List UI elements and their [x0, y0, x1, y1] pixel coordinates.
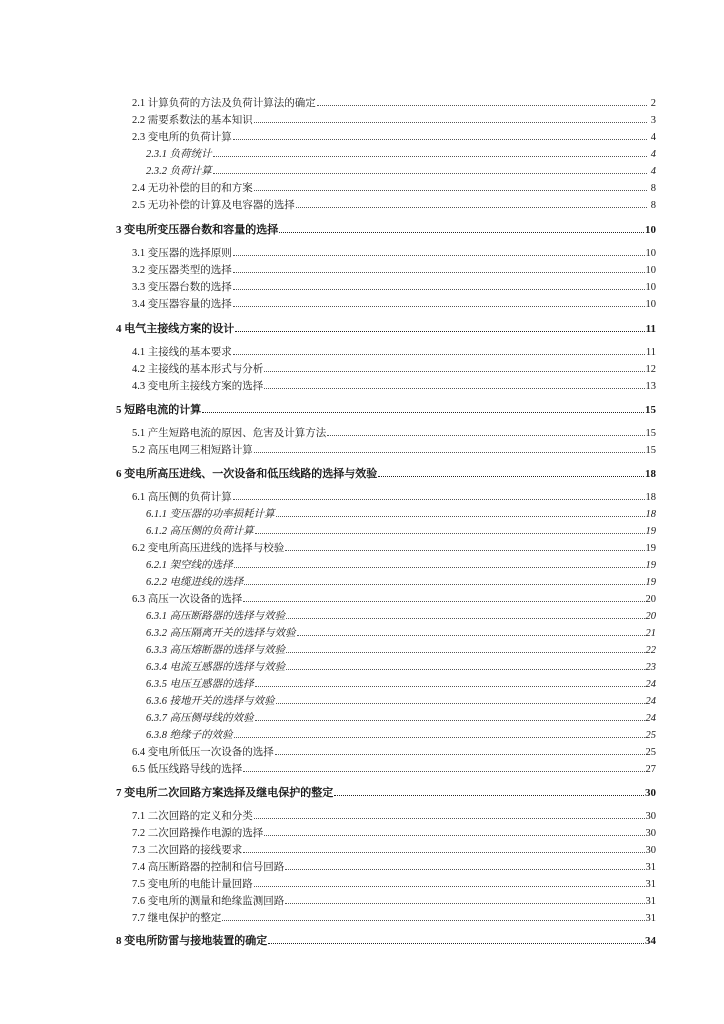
- toc-page-number: 24: [645, 679, 656, 690]
- toc-entry[interactable]: [132, 297, 656, 312]
- toc-page-number: 10: [645, 265, 656, 276]
- toc-entry-number: 6.1: [132, 492, 146, 503]
- toc-entry[interactable]: [146, 558, 656, 573]
- dot-leader: [213, 147, 647, 157]
- toc-entry-number: 6.3.2: [146, 628, 167, 639]
- toc-entry-text: 高压侧的负荷计算: [147, 492, 232, 503]
- toc-entry-title: [132, 247, 232, 261]
- toc-page-number: 23: [645, 662, 656, 673]
- toc-page-number: 11: [645, 323, 656, 335]
- dot-leader: [255, 524, 645, 534]
- toc-entry-text: 变电所的电能计量回路: [147, 879, 253, 890]
- dot-leader: [233, 297, 645, 307]
- toc-entry-title: [116, 934, 267, 948]
- dot-leader: [296, 198, 647, 208]
- toc-entry-number: 2.3: [132, 132, 146, 143]
- toc-entry-number: 6.2: [132, 543, 146, 554]
- toc-page-number: 15: [645, 404, 656, 416]
- toc-page-number: 8: [650, 200, 656, 211]
- toc-entry-title: [132, 861, 284, 875]
- dot-leader: [285, 541, 644, 551]
- toc-entry-text: 电缆进线的选择: [169, 577, 244, 588]
- toc-entry[interactable]: [146, 677, 656, 692]
- toc-entry-text: 变电所的负荷计算: [147, 132, 232, 143]
- toc-entry-title: [132, 363, 263, 377]
- toc-entry-number: 7.7: [132, 913, 146, 924]
- toc-entry[interactable]: [146, 164, 656, 179]
- toc-entry-number: 7.1: [132, 811, 146, 822]
- dot-leader: [264, 826, 644, 836]
- toc-entry-title: [146, 729, 233, 743]
- dot-leader: [254, 443, 645, 453]
- toc-entry[interactable]: [132, 826, 656, 841]
- toc-entry-number: 3.4: [132, 299, 146, 310]
- toc-entry-title: [146, 644, 285, 658]
- toc-entry-number: 4.1: [132, 347, 146, 358]
- toc-page-number: 10: [645, 299, 656, 310]
- toc-page-number: 11: [645, 347, 656, 358]
- toc-entry-text: 高压侧的负荷计算: [169, 526, 254, 537]
- toc-entry-title: [132, 346, 232, 360]
- toc-entry-title: [132, 444, 253, 458]
- toc-entry-text: 接地开关的选择与效验: [169, 696, 275, 707]
- dot-leader: [279, 223, 644, 233]
- toc-entry-number: 5: [116, 404, 122, 416]
- toc-entry-text: 架空线的选择: [169, 560, 233, 571]
- dot-leader: [233, 130, 647, 140]
- toc-entry-number: 2.3.1: [146, 149, 167, 160]
- toc-entry[interactable]: [132, 843, 656, 858]
- dot-leader: [202, 403, 644, 413]
- dot-leader: [235, 322, 644, 332]
- toc-entry-text: 计算负荷的方法及负荷计算法的确定: [147, 98, 316, 109]
- dot-leader: [222, 911, 644, 921]
- toc-entry-title: [132, 97, 316, 111]
- toc-page-number: 10: [645, 224, 656, 236]
- toc-entry[interactable]: [132, 911, 656, 926]
- toc-entry-title: [132, 542, 284, 556]
- toc-page-number: 12: [645, 364, 656, 375]
- toc-entry[interactable]: [146, 694, 656, 709]
- toc-page-number: 13: [645, 381, 656, 392]
- toc-entry[interactable]: [132, 745, 656, 760]
- toc-entry-text: 负荷统计: [169, 149, 212, 160]
- toc-entry-title: [146, 559, 233, 573]
- toc-entry-text: 低压线路导线的选择: [147, 764, 243, 775]
- toc-entry-title: [146, 695, 275, 709]
- toc-entry[interactable]: [116, 223, 656, 237]
- toc-entry-title: [132, 114, 253, 128]
- toc-entry-title: [146, 148, 212, 162]
- dot-leader: [233, 490, 645, 500]
- toc-entry-number: 4: [116, 323, 122, 335]
- toc-page-number: 24: [645, 696, 656, 707]
- dot-leader: [286, 609, 644, 619]
- toc-entry-title: [132, 844, 242, 858]
- toc-entry[interactable]: [146, 507, 656, 522]
- toc-entry[interactable]: [132, 592, 656, 607]
- dot-leader: [268, 934, 644, 944]
- toc-entry-number: 6.3.7: [146, 713, 167, 724]
- toc-entry[interactable]: [146, 524, 656, 539]
- toc-entry-number: 5.1: [132, 428, 146, 439]
- dot-leader: [285, 894, 644, 904]
- toc-entry-number: 6.3: [132, 594, 146, 605]
- toc-entry-number: 7: [116, 787, 122, 799]
- dot-leader: [275, 745, 645, 755]
- toc-entry[interactable]: [146, 609, 656, 624]
- toc-page-number: 31: [645, 862, 656, 873]
- toc-page-number: 2: [650, 98, 656, 109]
- toc-page-number: 19: [645, 577, 656, 588]
- toc-page-number: 31: [645, 879, 656, 890]
- toc-entry[interactable]: [132, 113, 656, 128]
- toc-entry-text: 继电保护的整定: [147, 913, 222, 924]
- dot-leader: [317, 96, 647, 106]
- dot-leader: [285, 860, 644, 870]
- toc-entry-title: [132, 182, 253, 196]
- toc-entry-text: 电压互感器的选择: [169, 679, 254, 690]
- toc-page-number: 4: [650, 132, 656, 143]
- toc-entry-number: 8: [116, 935, 122, 947]
- toc-entry-title: [132, 895, 284, 909]
- toc-entry-text: 产生短路电流的原因、危害及计算方法: [147, 428, 327, 439]
- toc-page-number: 34: [645, 935, 656, 947]
- dot-leader: [254, 809, 645, 819]
- toc-page-number: 30: [645, 845, 656, 856]
- toc-entry-text: 无功补偿的目的和方案: [147, 183, 253, 194]
- toc-entry-text: 高压电网三相短路计算: [147, 445, 253, 456]
- dot-leader: [254, 181, 647, 191]
- toc-entry-title: [116, 786, 333, 800]
- toc-entry-title: [132, 763, 242, 777]
- dot-leader: [286, 660, 644, 670]
- toc-entry-number: 6: [116, 468, 122, 480]
- toc-entry-text: 变电所防雷与接地装置的确定: [124, 935, 268, 947]
- toc-page-number: 25: [645, 747, 656, 758]
- toc-entry-title: [146, 678, 254, 692]
- toc-entry-text: 二次回路的定义和分类: [147, 811, 253, 822]
- dot-leader: [286, 643, 644, 653]
- toc-entry[interactable]: [116, 403, 656, 417]
- toc-entry-number: 2.2: [132, 115, 146, 126]
- toc-entry-title: [146, 508, 275, 522]
- toc-entry-number: 6.1.1: [146, 509, 167, 520]
- toc-page-number: 21: [645, 628, 656, 639]
- toc-page-number: 19: [645, 560, 656, 571]
- toc-page-number: 15: [645, 428, 656, 439]
- toc-entry-text: 高压断路器的选择与效验: [169, 611, 286, 622]
- toc-page-number: 22: [645, 645, 656, 656]
- dot-leader: [327, 426, 644, 436]
- toc-entry-number: 6.3.8: [146, 730, 167, 741]
- toc-entry-title: [132, 810, 253, 824]
- toc-entry-number: 6.1.2: [146, 526, 167, 537]
- toc-entry-number: 7.2: [132, 828, 146, 839]
- dot-leader: [233, 246, 645, 256]
- toc-page-number: 19: [645, 526, 656, 537]
- toc-page-number: 31: [645, 913, 656, 924]
- toc-entry-number: 3.2: [132, 265, 146, 276]
- toc-entry-text: 变电所主接线方案的选择: [147, 381, 264, 392]
- toc-entry-text: 变电所低压一次设备的选择: [147, 747, 274, 758]
- dot-leader: [233, 280, 645, 290]
- toc-page-number: 30: [645, 811, 656, 822]
- dot-leader: [243, 762, 644, 772]
- toc-entry-number: 6.3.5: [146, 679, 167, 690]
- dot-leader: [234, 558, 645, 568]
- toc-entry[interactable]: [132, 362, 656, 377]
- toc-entry[interactable]: [146, 660, 656, 675]
- toc-page-number: 24: [645, 713, 656, 724]
- toc-entry-title: [132, 298, 232, 312]
- toc-entry-title: [146, 525, 254, 539]
- toc-entry-title: [132, 264, 232, 278]
- toc-entry-title: [132, 912, 221, 926]
- toc-entry-text: 变压器的选择原则: [147, 248, 232, 259]
- dot-leader: [233, 263, 645, 273]
- toc-entry-number: 7.6: [132, 896, 146, 907]
- toc-entry[interactable]: [132, 379, 656, 394]
- toc-entry-number: 6.4: [132, 747, 146, 758]
- toc-entry[interactable]: [132, 490, 656, 505]
- toc-entry-text: 变压器台数的选择: [147, 282, 232, 293]
- toc-entry[interactable]: [132, 130, 656, 145]
- toc-entry-number: 4.3: [132, 381, 146, 392]
- toc-entry-title: [146, 712, 254, 726]
- toc-entry-title: [132, 593, 242, 607]
- toc-entry-title: [146, 576, 243, 590]
- toc-page-number: 20: [645, 611, 656, 622]
- toc-entry[interactable]: [132, 263, 656, 278]
- toc-entry-text: 变电所高压进线、一次设备和低压线路的选择与效验: [124, 468, 378, 480]
- toc-page-number: 30: [645, 828, 656, 839]
- toc-entry[interactable]: [132, 280, 656, 295]
- toc-entry[interactable]: [132, 541, 656, 556]
- toc-entry-number: 3: [116, 224, 122, 236]
- toc-entry-title: [146, 661, 285, 675]
- toc-entry-text: 变电所高压进线的选择与校验: [147, 543, 285, 554]
- toc-entry-text: 高压断路器的控制和信号回路: [147, 862, 285, 873]
- toc-entry[interactable]: [132, 345, 656, 360]
- dot-leader: [244, 575, 644, 585]
- toc-entry[interactable]: [132, 198, 656, 213]
- toc-entry-title: [132, 878, 253, 892]
- toc-page-number: 20: [645, 594, 656, 605]
- dot-leader: [243, 843, 644, 853]
- toc-entry[interactable]: [132, 96, 656, 111]
- toc-entry-number: 6.2.2: [146, 577, 167, 588]
- toc-page-number: 10: [645, 282, 656, 293]
- toc-entry[interactable]: [132, 426, 656, 441]
- dot-leader: [255, 711, 645, 721]
- toc-entry-title: [146, 627, 296, 641]
- toc-entry-text: 需要系数法的基本知识: [147, 115, 253, 126]
- toc-entry-text: 变电所变压器台数和容量的选择: [124, 224, 279, 236]
- toc-entry[interactable]: [146, 643, 656, 658]
- toc-page-number: 18: [645, 509, 656, 520]
- toc-entry-number: 6.3.6: [146, 696, 167, 707]
- toc-entry-title: [116, 403, 201, 417]
- toc-entry-text: 无功补偿的计算及电容器的选择: [147, 200, 295, 211]
- toc-entry-text: 二次回路的接线要求: [147, 845, 243, 856]
- toc-entry-title: [132, 491, 232, 505]
- toc-entry[interactable]: [116, 322, 656, 336]
- toc-entry-number: 4.2: [132, 364, 146, 375]
- toc-entry-text: 绝缘子的效验: [169, 730, 233, 741]
- toc-entry-title: [146, 610, 285, 624]
- toc-entry-title: [132, 199, 295, 213]
- toc-entry[interactable]: [132, 181, 656, 196]
- toc-entry-number: 7.3: [132, 845, 146, 856]
- toc-entry[interactable]: [132, 894, 656, 909]
- toc-entry-text: 变压器的功率损耗计算: [169, 509, 275, 520]
- toc-entry-text: 变压器类型的选择: [147, 265, 232, 276]
- toc-entry[interactable]: [132, 762, 656, 777]
- toc-entry-text: 负荷计算: [169, 166, 212, 177]
- dot-leader: [264, 362, 644, 372]
- toc-entry-title: [132, 427, 326, 441]
- toc-entry[interactable]: [132, 860, 656, 875]
- toc-entry-text: 变电所的测量和绝缘监测回路: [147, 896, 285, 907]
- dot-leader: [213, 164, 647, 174]
- toc-entry[interactable]: [146, 711, 656, 726]
- toc-entry-text: 高压隔离开关的选择与效验: [169, 628, 296, 639]
- toc-entry[interactable]: [116, 467, 656, 481]
- toc-entry[interactable]: [132, 809, 656, 824]
- toc-page-number: 3: [650, 115, 656, 126]
- toc-entry[interactable]: [146, 728, 656, 743]
- toc-entry-number: 6.5: [132, 764, 146, 775]
- dot-leader: [254, 877, 645, 887]
- toc-entry-text: 主接线的基本要求: [147, 347, 232, 358]
- toc-entry-number: 2.3.2: [146, 166, 167, 177]
- toc-page-number: 15: [645, 445, 656, 456]
- toc-entry-number: 2.5: [132, 200, 146, 211]
- toc-page-number: 19: [645, 543, 656, 554]
- toc-entry-text: 变电所二次回路方案选择及继电保护的整定: [124, 787, 334, 799]
- toc-entry[interactable]: [146, 147, 656, 162]
- dot-leader: [234, 728, 645, 738]
- toc-entry-number: 7.4: [132, 862, 146, 873]
- dot-leader: [254, 113, 647, 123]
- toc-entry-text: 二次回路操作电源的选择: [147, 828, 264, 839]
- toc-entry[interactable]: [132, 443, 656, 458]
- toc-page-number: 27: [645, 764, 656, 775]
- toc-entry[interactable]: [116, 786, 656, 800]
- toc-entry-title: [132, 131, 232, 145]
- dot-leader: [276, 507, 645, 517]
- toc-entry-number: 3.3: [132, 282, 146, 293]
- toc-entry[interactable]: [132, 246, 656, 261]
- toc-entry-title: [132, 380, 263, 394]
- toc-page-number: 25: [645, 730, 656, 741]
- dot-leader: [276, 694, 645, 704]
- toc-page-number: 30: [645, 787, 656, 799]
- dot-leader: [233, 345, 645, 355]
- dot-leader: [334, 786, 644, 796]
- toc-page-number: 10: [645, 248, 656, 259]
- toc-entry-title: [116, 322, 234, 336]
- toc-entry-title: [132, 746, 274, 760]
- toc-entry-title: [116, 467, 377, 481]
- toc-entry-number: 5.2: [132, 445, 146, 456]
- toc-page-number: 18: [645, 492, 656, 503]
- toc-entry-text: 高压一次设备的选择: [147, 594, 243, 605]
- toc-entry-number: 3.1: [132, 248, 146, 259]
- dot-leader: [243, 592, 644, 602]
- toc-page-number: 18: [645, 468, 656, 480]
- toc-page-number: 31: [645, 896, 656, 907]
- toc-entry-text: 短路电流的计算: [124, 404, 202, 416]
- dot-leader: [264, 379, 644, 389]
- toc-entry-text: 电气主接线方案的设计: [124, 323, 235, 335]
- toc-entry-number: 7.5: [132, 879, 146, 890]
- toc-entry-number: 6.2.1: [146, 560, 167, 571]
- toc-page-number: 8: [650, 183, 656, 194]
- toc-entry-text: 高压熔断器的选择与效验: [169, 645, 286, 656]
- toc-entry[interactable]: [146, 626, 656, 641]
- toc-page-number: 4: [650, 166, 656, 177]
- toc-entry-number: 6.3.4: [146, 662, 167, 673]
- toc-entry[interactable]: [146, 575, 656, 590]
- toc-entry-number: 2.4: [132, 183, 146, 194]
- dot-leader: [378, 467, 644, 477]
- toc-entry-title: [132, 827, 263, 841]
- toc-entry-number: 6.3.1: [146, 611, 167, 622]
- toc-entry-text: 电流互感器的选择与效验: [169, 662, 286, 673]
- dot-leader: [255, 677, 645, 687]
- toc-entry-text: 高压侧母线的效验: [169, 713, 254, 724]
- toc-entry[interactable]: [116, 934, 656, 948]
- toc-entry-number: 2.1: [132, 98, 146, 109]
- dot-leader: [297, 626, 645, 636]
- toc-entry-title: [132, 281, 232, 295]
- toc-entry-title: [116, 223, 278, 237]
- toc-entry-text: 主接线的基本形式与分析: [147, 364, 264, 375]
- toc-entry-text: 变压器容量的选择: [147, 299, 232, 310]
- toc-entry[interactable]: [132, 877, 656, 892]
- toc-page-number: 4: [650, 149, 656, 160]
- toc-entry-number: 6.3.3: [146, 645, 167, 656]
- toc-entry-title: [146, 165, 212, 179]
